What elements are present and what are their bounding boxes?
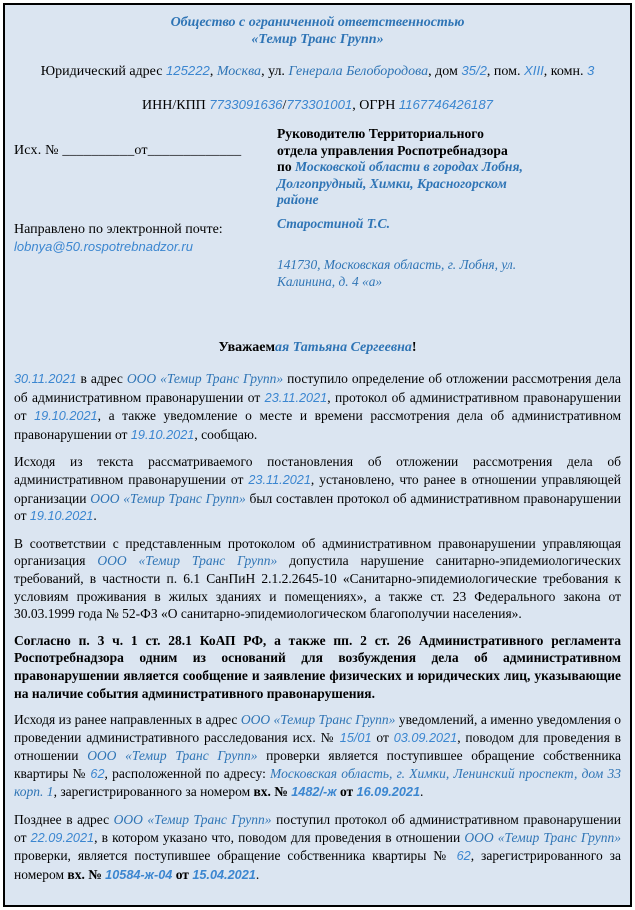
postal-address — [277, 256, 587, 290]
postal-address-line: Калинина, д. 4 «а» — [277, 274, 383, 289]
postal-address-line: 141730, Московская область, г. Лобня, ул. — [277, 257, 517, 272]
body-paragraph-3: В соответствии с представленным протоколом об административном правонарушении управляющая организация ООО «Темир Транс Групп» допустила нарушение санитарно-эпидемиологических требований, в частности п. 6.1 СанПиН 2.1.2.2645-10 «Санитарно-эпидемиологические требования к условиям проживания в жилых зданиях и помещениях», а также ст. 23 Федерального закона от 30.03.1999 года № 52-ФЗ «О санитарно-эпидемиологическом благополучии населения». — [14, 535, 621, 622]
body-paragraph-5: Исходя из ранее направленных в адрес ООО «Темир Транс Групп» уведомлений, а именно уведомления о проведении административного расследования исх. № 15/01 от 03.09.2021, поводом для проведения в отношении ООО «Темир Транс Групп» проверки является поступившее обращение собственника квартиры № 62, расположенной по адресу: Московская область, г. Химки, Ленинский проспект, дом 33 корп. 1, зарегистрированного за номером вх. № 1482/-ж от 16.09.2021. — [14, 712, 621, 800]
letter-meta-section — [14, 126, 621, 290]
recipient-name: Старостиной Т.С. — [277, 215, 391, 231]
recipient-line: районе — [277, 192, 319, 207]
company-header — [14, 14, 621, 48]
salutation: Уважаемая Татьяна Сергеевна! — [218, 340, 417, 355]
recipient-line: Долгопрудный, Химки, Красногорском — [277, 175, 507, 191]
letter-sheet — [3, 3, 632, 907]
recipient-line: отдела управления Роспотребнадзора — [277, 142, 508, 158]
recipient-line: по Московской области в городах Лобня, — [277, 159, 523, 174]
body-paragraph-6: Позднее в адрес ООО «Темир Транс Групп» поступил протокол об административном правонарушении от 22.09.2021, в котором указано что, поводом для проведения в отношении ООО «Темир Транс Групп» проверки, является поступившее обращение собственника квартиры № 62, зарегистрированного за номером вх. № 10584-ж-04 от 15.04.2021. — [14, 812, 621, 882]
legal-address-line: Юридический адрес 125222, Москва, ул. Генерала Белобородова, дом 35/2, пом. XIII, комн. 3 — [40, 63, 595, 79]
recipient-block — [277, 126, 621, 209]
body-paragraph-1: 30.11.2021 в адрес ООО «Темир Транс Групп» поступило определение об отложении рассмотрения дела об административном правонарушении от 23.11.2021, протокол об административном правонарушении от 19.10.2021, а также уведомление о месте и времени рассмотрения дела об административном правонарушении от 19.10.2021, сообщаю. — [14, 371, 621, 442]
letter-body — [14, 370, 621, 884]
sent-by-email-label: Направлено по электронной почте: — [14, 222, 223, 237]
inn-ogrn-line: ИНН/КПП 7733091636/773301001, ОГРН 1167746426187 — [142, 97, 493, 113]
recipient-line: Руководителю Территориального — [277, 126, 484, 141]
meta-right-column — [277, 126, 621, 290]
company-type-line: Общество с ограниченной ответственностью — [170, 15, 465, 30]
company-name-line: «Темир Транс Групп» — [251, 32, 384, 47]
outgoing-ref-line: Исх. № __________от_____________ — [14, 143, 242, 158]
body-paragraph-4: Согласно п. 3 ч. 1 ст. 28.1 КоАП РФ, а также пп. 2 ст. 26 Административного регламента Роспотребнадзора одним из оснований для возбуждения дела об административном правонарушении является сообщение и заявление физических и юридических лиц, указывающие на наличие события административного правонарушения. — [14, 632, 621, 701]
body-paragraph-2: Исходя из текста рассматриваемого постановления об отложении рассмотрения дела об административном правонарушении от 23.11.2021, установлено, что ранее в отношении управляющей организации ООО «Темир Транс Групп» был составлен протокол об административном правонарушении от 19.10.2021. — [14, 454, 621, 524]
meta-left-column — [14, 126, 277, 290]
email-address-link[interactable]: lobnya@50.rospotrebnadzor.ru — [14, 239, 193, 254]
